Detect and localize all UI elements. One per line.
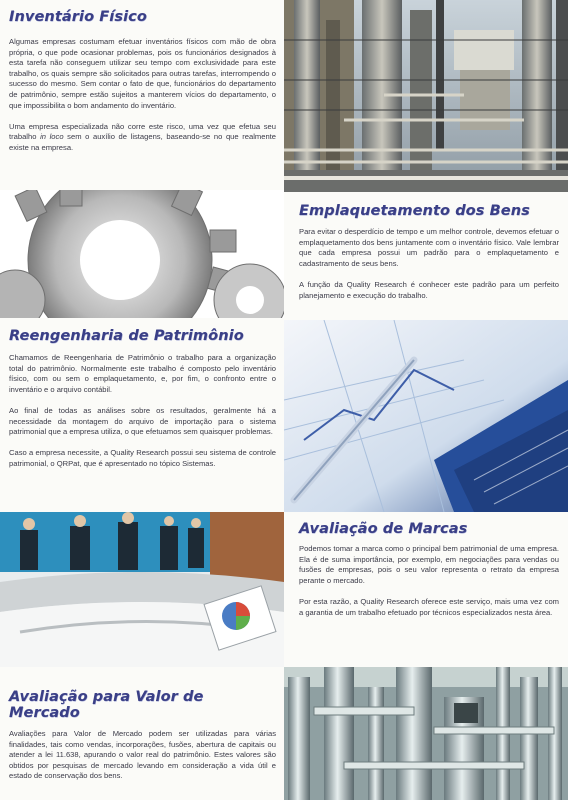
section-paragraph: Para evitar o desperdício de tempo e um melhor controle, devemos efetuar o emplaquetamento dos bens juntamente com o inventário físico. Vale lembrar que cada empresa possui um padrão para o emplaquetamento e cadastramento de seus bens. [299,227,559,268]
section-title: Reengenharia de Patrimônio [9,328,244,344]
refinery-image [284,0,568,192]
gears-image [0,190,284,318]
section-valor-mercado [0,667,284,800]
section-title: Inventário Físico [9,9,147,25]
section-paragraph: Por esta razão, a Quality Research oferece este serviço, mais uma vez com a garantia de um trabalho efetuado por técnicos especializados nesta área. [299,596,559,617]
section-paragraph: Uma empresa especializada não corre este risco, uma vez que efetua seu trabalho in loco sem o auxílio de listagens, baseando-se no que realmente existe na empresa. [9,121,277,152]
section-paragraph: Chamamos de Reengenharia de Patrimônio o trabalho para a organização total do patrimônio. Normalmente este trabalho é composto pelo inventário físico, com ou sem o emplaquetamento, e, por fim, o confronto entre o inventário e o arquivo contábil. [9,353,276,394]
section-paragraph: Caso a empresa necessite, a Quality Research possui seu sistema de controle patrimonial, o QRPat, que é apresentado no tópico Sistemas. [9,448,276,468]
section-title: Avaliação para Valor de Mercado [9,689,204,721]
section-emplaquetamento [284,192,568,320]
section-paragraph: Podemos tomar a marca como o principal bem patrimonial de uma empresa. Ela é de suma importância, por exemplo, em negociações para vendas ou fusões de empresas, pois o seu valor representa o retrato da empresa perante o mercado. [299,544,559,585]
section-paragraph: A função da Quality Research é conhecer este padrão para um perfeito planejamento e execução do trabalho. [299,279,559,300]
steel-pipes-image [284,667,568,800]
meeting-room-image [0,512,284,667]
section-avaliacao-marcas [284,512,568,667]
section-title: Avaliação de Marcas [299,521,468,537]
section-inventario [0,0,284,190]
pen-chart-image [284,320,568,512]
section-paragraph: Algumas empresas costumam efetuar inventários físicos com mão de obra própria, o que pode ocasionar problemas, pois os funcionários designados à esta tarefa não conseguem utilizar seu tempo com exclusividade para este trabalho, os quais sempre são solicitados para outras tarefas, interrompendo o sucesso do mesmo. Sem contar o fato de que, funcionários do departamento de patrimônio, sempre estão sujeitos a manterem vícios do departamento, o que impossibilita o bom andamento do inventário. [9,37,276,110]
section-paragraph: Avaliações para Valor de Mercado podem ser utilizadas para várias finalidades, tais como vendas, incorporações, fusões, abertura de capitais ou atender a lei 11.638, apurando o valor real do patrimônio. Estes valores são obtidos por pesquisas de mercado levando em consideração a vida útil e estado de conservação dos bens. [9,729,276,781]
section-reengenharia [0,318,284,512]
section-paragraph: Ao final de todas as análises sobre os resultados, geralmente há a necessidade da montagem do arquivo de importação para o sistema patrimonial que a empresa utiliza, o que efetuamos sem quaisquer problemas. [9,405,276,437]
section-title: Emplaquetamento dos Bens [299,203,530,219]
